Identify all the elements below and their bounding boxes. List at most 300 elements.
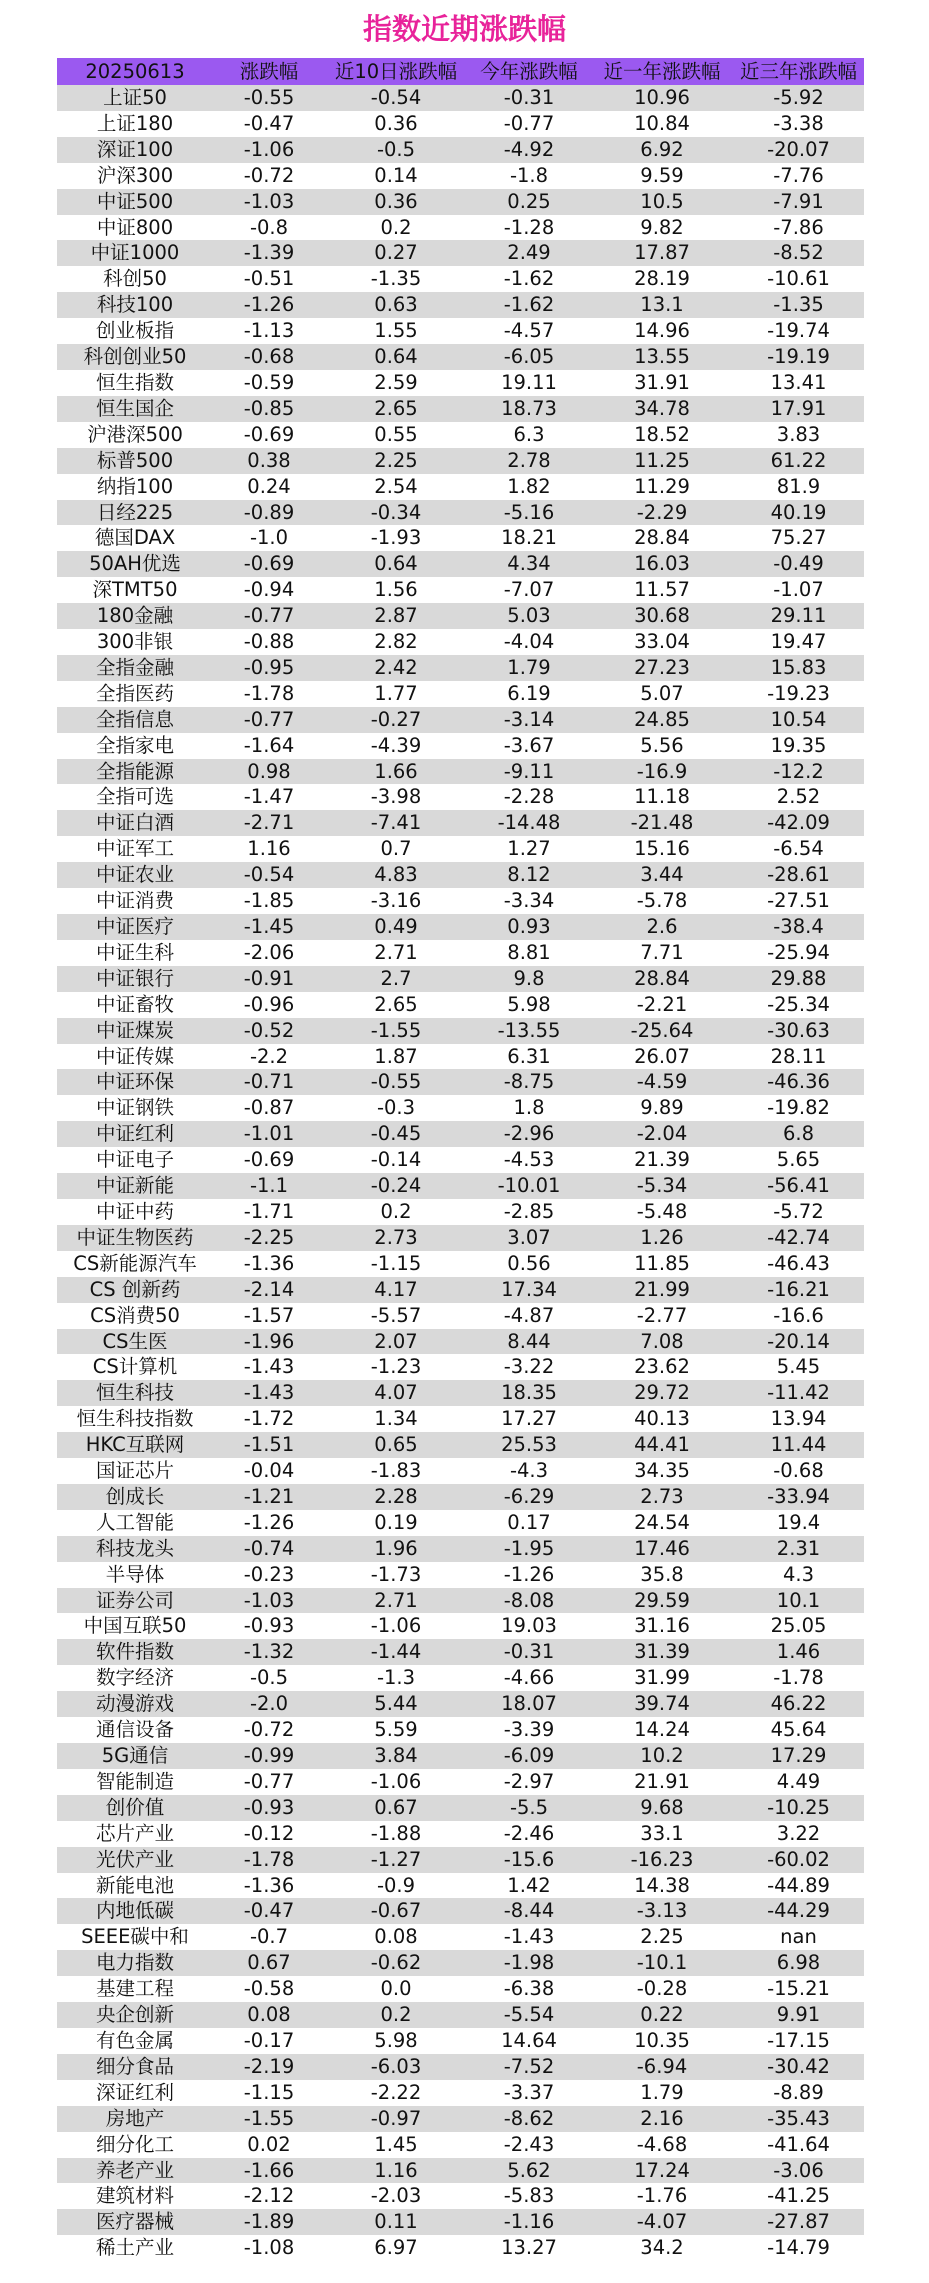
index-name-cell: 全指信息 bbox=[57, 707, 213, 733]
table-row bbox=[57, 759, 864, 785]
1year-change-cell: 2.16 bbox=[591, 2106, 733, 2132]
index-name-cell: 中证消费 bbox=[57, 888, 213, 914]
10day-change-cell: -0.14 bbox=[325, 1147, 467, 1173]
table-row bbox=[57, 992, 864, 1018]
table-row bbox=[57, 1924, 864, 1950]
daily-change-cell: -0.23 bbox=[213, 1562, 325, 1588]
daily-change-cell: -1.72 bbox=[213, 1406, 325, 1432]
table-row bbox=[57, 1458, 864, 1484]
daily-change-cell: -1.43 bbox=[213, 1380, 325, 1406]
daily-change-cell: 0.02 bbox=[213, 2132, 325, 2158]
table-row bbox=[57, 2106, 864, 2132]
daily-change-cell: -1.47 bbox=[213, 784, 325, 810]
1year-change-cell: 28.19 bbox=[591, 266, 733, 292]
3year-change-cell: -10.61 bbox=[733, 266, 864, 292]
table-row bbox=[57, 1898, 864, 1924]
3year-change-cell: -46.36 bbox=[733, 1069, 864, 1095]
daily-change-cell: -2.0 bbox=[213, 1691, 325, 1717]
daily-change-cell: -1.89 bbox=[213, 2209, 325, 2235]
ytd-change-cell: 18.35 bbox=[467, 1380, 591, 1406]
10day-change-cell: -1.93 bbox=[325, 525, 467, 551]
table-row bbox=[57, 2183, 864, 2209]
ytd-change-cell: -4.57 bbox=[467, 318, 591, 344]
daily-change-cell: -0.89 bbox=[213, 500, 325, 526]
3year-change-cell: 19.35 bbox=[733, 733, 864, 759]
10day-change-cell: -1.23 bbox=[325, 1354, 467, 1380]
daily-change-cell: -0.99 bbox=[213, 1743, 325, 1769]
table-row bbox=[57, 1562, 864, 1588]
daily-change-cell: -0.04 bbox=[213, 1458, 325, 1484]
3year-change-cell: 11.44 bbox=[733, 1432, 864, 1458]
daily-change-cell: -0.93 bbox=[213, 1613, 325, 1639]
10day-change-cell: 0.08 bbox=[325, 1924, 467, 1950]
1year-change-cell: 35.8 bbox=[591, 1562, 733, 1588]
ytd-change-cell: 17.27 bbox=[467, 1406, 591, 1432]
table-row bbox=[57, 2080, 864, 2106]
index-name-cell: 有色金属 bbox=[57, 2028, 213, 2054]
1year-change-cell: 5.07 bbox=[591, 681, 733, 707]
ytd-change-cell: 1.79 bbox=[467, 655, 591, 681]
page-title: 指数近期涨跌幅 bbox=[362, 12, 566, 46]
1year-change-cell: 9.68 bbox=[591, 1795, 733, 1821]
1year-change-cell: 11.25 bbox=[591, 448, 733, 474]
table-row bbox=[57, 2235, 864, 2261]
table-row bbox=[57, 240, 864, 266]
ytd-change-cell: -4.66 bbox=[467, 1665, 591, 1691]
ytd-change-cell: 5.62 bbox=[467, 2158, 591, 2184]
daily-change-cell: -0.74 bbox=[213, 1536, 325, 1562]
1year-change-cell: -5.48 bbox=[591, 1199, 733, 1225]
ytd-change-cell: -15.6 bbox=[467, 1847, 591, 1873]
10day-change-cell: 2.42 bbox=[325, 655, 467, 681]
10day-change-cell: -0.5 bbox=[325, 137, 467, 163]
index-name-cell: 恒生科技 bbox=[57, 1380, 213, 1406]
3year-change-cell: -16.6 bbox=[733, 1303, 864, 1329]
ytd-change-cell: -1.62 bbox=[467, 266, 591, 292]
1year-change-cell: 9.89 bbox=[591, 1095, 733, 1121]
table-row bbox=[57, 215, 864, 241]
3year-change-cell: 25.05 bbox=[733, 1613, 864, 1639]
daily-change-cell: -2.25 bbox=[213, 1225, 325, 1251]
daily-change-cell: -2.06 bbox=[213, 940, 325, 966]
ytd-change-cell: -2.28 bbox=[467, 784, 591, 810]
10day-change-cell: 2.73 bbox=[325, 1225, 467, 1251]
index-name-cell: 50AH优选 bbox=[57, 551, 213, 577]
daily-change-cell: -1.85 bbox=[213, 888, 325, 914]
10day-change-cell: 5.44 bbox=[325, 1691, 467, 1717]
daily-change-cell: -1.39 bbox=[213, 240, 325, 266]
1year-change-cell: 6.92 bbox=[591, 137, 733, 163]
index-name-cell: CS新能源汽车 bbox=[57, 1251, 213, 1277]
3year-change-cell: 40.19 bbox=[733, 500, 864, 526]
10day-change-cell: 2.65 bbox=[325, 992, 467, 1018]
table-row bbox=[57, 862, 864, 888]
3year-change-cell: -19.82 bbox=[733, 1095, 864, 1121]
ytd-change-cell: 19.11 bbox=[467, 370, 591, 396]
daily-change-cell: -0.94 bbox=[213, 577, 325, 603]
3year-change-cell: -27.51 bbox=[733, 888, 864, 914]
ytd-change-cell: -9.11 bbox=[467, 759, 591, 785]
ytd-change-cell: -8.62 bbox=[467, 2106, 591, 2132]
ytd-change-cell: -14.48 bbox=[467, 810, 591, 836]
ytd-change-cell: -3.22 bbox=[467, 1354, 591, 1380]
ytd-change-cell: -1.95 bbox=[467, 1536, 591, 1562]
table-row bbox=[57, 1173, 864, 1199]
ytd-change-cell: 1.82 bbox=[467, 474, 591, 500]
10day-change-cell: 1.45 bbox=[325, 2132, 467, 2158]
ytd-change-cell: -2.97 bbox=[467, 1769, 591, 1795]
table-row bbox=[57, 1950, 864, 1976]
daily-change-cell: -0.17 bbox=[213, 2028, 325, 2054]
ytd-change-cell: 5.03 bbox=[467, 603, 591, 629]
10day-change-cell: 2.07 bbox=[325, 1329, 467, 1355]
ytd-change-cell: 0.56 bbox=[467, 1251, 591, 1277]
ytd-change-cell: -1.98 bbox=[467, 1950, 591, 1976]
1year-change-cell: 14.96 bbox=[591, 318, 733, 344]
index-name-cell: 中证传媒 bbox=[57, 1044, 213, 1070]
table-row bbox=[57, 1069, 864, 1095]
index-name-cell: 深TMT50 bbox=[57, 577, 213, 603]
table-row bbox=[57, 914, 864, 940]
daily-change-cell: -2.2 bbox=[213, 1044, 325, 1070]
table-row bbox=[57, 1536, 864, 1562]
ytd-change-cell: -8.44 bbox=[467, 1898, 591, 1924]
ytd-change-cell: 8.12 bbox=[467, 862, 591, 888]
daily-change-cell: -0.47 bbox=[213, 111, 325, 137]
3year-change-cell: 45.64 bbox=[733, 1717, 864, 1743]
ytd-change-cell: 6.19 bbox=[467, 681, 591, 707]
table-row bbox=[57, 2002, 864, 2028]
daily-change-cell: -0.12 bbox=[213, 1821, 325, 1847]
10day-change-cell: 3.84 bbox=[325, 1743, 467, 1769]
ytd-change-cell: -6.09 bbox=[467, 1743, 591, 1769]
table-row bbox=[57, 1199, 864, 1225]
1year-change-cell: 7.08 bbox=[591, 1329, 733, 1355]
3year-change-cell: 29.88 bbox=[733, 966, 864, 992]
table-row bbox=[57, 344, 864, 370]
index-name-cell: CS计算机 bbox=[57, 1354, 213, 1380]
10day-change-cell: 0.49 bbox=[325, 914, 467, 940]
table-row bbox=[57, 189, 864, 215]
3year-change-cell: 6.8 bbox=[733, 1121, 864, 1147]
index-name-cell: 中证1000 bbox=[57, 240, 213, 266]
table-row bbox=[57, 1821, 864, 1847]
table-row bbox=[57, 707, 864, 733]
table-row bbox=[57, 1380, 864, 1406]
1year-change-cell: 28.84 bbox=[591, 966, 733, 992]
daily-change-cell: -2.14 bbox=[213, 1277, 325, 1303]
index-name-cell: 动漫游戏 bbox=[57, 1691, 213, 1717]
daily-change-cell: -0.77 bbox=[213, 603, 325, 629]
10day-change-cell: -3.98 bbox=[325, 784, 467, 810]
3year-change-cell: -7.86 bbox=[733, 215, 864, 241]
3year-change-cell: -20.07 bbox=[733, 137, 864, 163]
1year-change-cell: -4.68 bbox=[591, 2132, 733, 2158]
table-row bbox=[57, 2054, 864, 2080]
daily-change-cell: -0.7 bbox=[213, 1924, 325, 1950]
header-3year-change: 近三年涨跌幅 bbox=[733, 58, 864, 85]
3year-change-cell: -8.52 bbox=[733, 240, 864, 266]
1year-change-cell: -5.78 bbox=[591, 888, 733, 914]
3year-change-cell: 1.46 bbox=[733, 1639, 864, 1665]
3year-change-cell: 4.49 bbox=[733, 1769, 864, 1795]
1year-change-cell: 44.41 bbox=[591, 1432, 733, 1458]
table-row bbox=[57, 1639, 864, 1665]
index-name-cell: 恒生科技指数 bbox=[57, 1406, 213, 1432]
daily-change-cell: -1.96 bbox=[213, 1329, 325, 1355]
10day-change-cell: -0.45 bbox=[325, 1121, 467, 1147]
daily-change-cell: -1.51 bbox=[213, 1432, 325, 1458]
index-name-cell: 科技100 bbox=[57, 292, 213, 318]
1year-change-cell: 7.71 bbox=[591, 940, 733, 966]
1year-change-cell: 10.96 bbox=[591, 85, 733, 111]
ytd-change-cell: -1.16 bbox=[467, 2209, 591, 2235]
table-row bbox=[57, 1147, 864, 1173]
ytd-change-cell: -10.01 bbox=[467, 1173, 591, 1199]
table-row bbox=[57, 1432, 864, 1458]
table-row bbox=[57, 1976, 864, 2002]
table-row bbox=[57, 137, 864, 163]
10day-change-cell: -0.54 bbox=[325, 85, 467, 111]
daily-change-cell: 0.98 bbox=[213, 759, 325, 785]
10day-change-cell: -0.9 bbox=[325, 1873, 467, 1899]
3year-change-cell: -16.21 bbox=[733, 1277, 864, 1303]
10day-change-cell: 1.34 bbox=[325, 1406, 467, 1432]
table-row bbox=[57, 1121, 864, 1147]
index-name-cell: 国证芯片 bbox=[57, 1458, 213, 1484]
3year-change-cell: 10.54 bbox=[733, 707, 864, 733]
1year-change-cell: -4.59 bbox=[591, 1069, 733, 1095]
daily-change-cell: -1.43 bbox=[213, 1354, 325, 1380]
table-row bbox=[57, 2158, 864, 2184]
3year-change-cell: nan bbox=[733, 1924, 864, 1950]
table-row bbox=[57, 292, 864, 318]
index-performance-table bbox=[57, 58, 864, 2261]
3year-change-cell: 13.94 bbox=[733, 1406, 864, 1432]
3year-change-cell: -35.43 bbox=[733, 2106, 864, 2132]
daily-change-cell: -1.32 bbox=[213, 1639, 325, 1665]
index-name-cell: 芯片产业 bbox=[57, 1821, 213, 1847]
ytd-change-cell: 0.93 bbox=[467, 914, 591, 940]
daily-change-cell: -0.51 bbox=[213, 266, 325, 292]
10day-change-cell: -0.97 bbox=[325, 2106, 467, 2132]
1year-change-cell: 2.25 bbox=[591, 1924, 733, 1950]
3year-change-cell: 4.3 bbox=[733, 1562, 864, 1588]
index-name-cell: 央企创新 bbox=[57, 2002, 213, 2028]
10day-change-cell: -2.03 bbox=[325, 2183, 467, 2209]
index-name-cell: 上证50 bbox=[57, 85, 213, 111]
3year-change-cell: -7.76 bbox=[733, 163, 864, 189]
1year-change-cell: 9.59 bbox=[591, 163, 733, 189]
3year-change-cell: -44.29 bbox=[733, 1898, 864, 1924]
3year-change-cell: -15.21 bbox=[733, 1976, 864, 2002]
3year-change-cell: 3.22 bbox=[733, 1821, 864, 1847]
10day-change-cell: 0.67 bbox=[325, 1795, 467, 1821]
1year-change-cell: -10.1 bbox=[591, 1950, 733, 1976]
daily-change-cell: -0.69 bbox=[213, 551, 325, 577]
10day-change-cell: 0.2 bbox=[325, 1199, 467, 1225]
1year-change-cell: 11.18 bbox=[591, 784, 733, 810]
1year-change-cell: -16.9 bbox=[591, 759, 733, 785]
ytd-change-cell: -4.3 bbox=[467, 1458, 591, 1484]
3year-change-cell: -28.61 bbox=[733, 862, 864, 888]
table-row bbox=[57, 836, 864, 862]
3year-change-cell: -19.74 bbox=[733, 318, 864, 344]
table-row bbox=[57, 525, 864, 551]
index-name-cell: 新能电池 bbox=[57, 1873, 213, 1899]
index-name-cell: 中证中药 bbox=[57, 1199, 213, 1225]
3year-change-cell: 75.27 bbox=[733, 525, 864, 551]
1year-change-cell: 28.84 bbox=[591, 525, 733, 551]
table-row bbox=[57, 2209, 864, 2235]
daily-change-cell: -0.96 bbox=[213, 992, 325, 1018]
10day-change-cell: 0.64 bbox=[325, 344, 467, 370]
3year-change-cell: 13.41 bbox=[733, 370, 864, 396]
3year-change-cell: 5.65 bbox=[733, 1147, 864, 1173]
index-name-cell: 中证军工 bbox=[57, 836, 213, 862]
daily-change-cell: -0.77 bbox=[213, 1769, 325, 1795]
3year-change-cell: -42.09 bbox=[733, 810, 864, 836]
3year-change-cell: -0.49 bbox=[733, 551, 864, 577]
10day-change-cell: 0.14 bbox=[325, 163, 467, 189]
daily-change-cell: -1.55 bbox=[213, 2106, 325, 2132]
ytd-change-cell: -2.96 bbox=[467, 1121, 591, 1147]
index-name-cell: 基建工程 bbox=[57, 1976, 213, 2002]
3year-change-cell: -41.64 bbox=[733, 2132, 864, 2158]
1year-change-cell: 30.68 bbox=[591, 603, 733, 629]
table-row bbox=[57, 1847, 864, 1873]
10day-change-cell: 1.77 bbox=[325, 681, 467, 707]
3year-change-cell: -30.42 bbox=[733, 2054, 864, 2080]
1year-change-cell: -2.29 bbox=[591, 500, 733, 526]
table-row bbox=[57, 163, 864, 189]
index-name-cell: 软件指数 bbox=[57, 1639, 213, 1665]
header-daily-change: 涨跌幅 bbox=[213, 58, 325, 85]
daily-change-cell: -0.72 bbox=[213, 163, 325, 189]
3year-change-cell: -56.41 bbox=[733, 1173, 864, 1199]
ytd-change-cell: -1.43 bbox=[467, 1924, 591, 1950]
3year-change-cell: -1.07 bbox=[733, 577, 864, 603]
index-name-cell: 电力指数 bbox=[57, 1950, 213, 1976]
daily-change-cell: -1.36 bbox=[213, 1873, 325, 1899]
1year-change-cell: 10.2 bbox=[591, 1743, 733, 1769]
daily-change-cell: -0.71 bbox=[213, 1069, 325, 1095]
1year-change-cell: -0.28 bbox=[591, 1976, 733, 2002]
3year-change-cell: 19.4 bbox=[733, 1510, 864, 1536]
table-row bbox=[57, 370, 864, 396]
daily-change-cell: -2.19 bbox=[213, 2054, 325, 2080]
daily-change-cell: -0.68 bbox=[213, 344, 325, 370]
table-row bbox=[57, 940, 864, 966]
daily-change-cell: -1.03 bbox=[213, 189, 325, 215]
table-row bbox=[57, 966, 864, 992]
10day-change-cell: 2.65 bbox=[325, 396, 467, 422]
index-name-cell: 中证500 bbox=[57, 189, 213, 215]
daily-change-cell: -0.77 bbox=[213, 707, 325, 733]
ytd-change-cell: 2.78 bbox=[467, 448, 591, 474]
10day-change-cell: 1.87 bbox=[325, 1044, 467, 1070]
10day-change-cell: -0.62 bbox=[325, 1950, 467, 1976]
index-name-cell: 科技龙头 bbox=[57, 1536, 213, 1562]
daily-change-cell: -1.21 bbox=[213, 1484, 325, 1510]
ytd-change-cell: -6.29 bbox=[467, 1484, 591, 1510]
table-row bbox=[57, 318, 864, 344]
10day-change-cell: -1.88 bbox=[325, 1821, 467, 1847]
table-row bbox=[57, 1225, 864, 1251]
daily-change-cell: 1.16 bbox=[213, 836, 325, 862]
ytd-change-cell: 18.07 bbox=[467, 1691, 591, 1717]
index-name-cell: 深证红利 bbox=[57, 2080, 213, 2106]
header-date: 20250613 bbox=[57, 58, 213, 85]
10day-change-cell: 2.71 bbox=[325, 940, 467, 966]
index-name-cell: 创业板指 bbox=[57, 318, 213, 344]
table-row bbox=[57, 681, 864, 707]
10day-change-cell: -1.55 bbox=[325, 1018, 467, 1044]
1year-change-cell: 31.91 bbox=[591, 370, 733, 396]
index-name-cell: HKC互联网 bbox=[57, 1432, 213, 1458]
ytd-change-cell: -3.14 bbox=[467, 707, 591, 733]
3year-change-cell: 17.29 bbox=[733, 1743, 864, 1769]
ytd-change-cell: -1.8 bbox=[467, 163, 591, 189]
1year-change-cell: 15.16 bbox=[591, 836, 733, 862]
3year-change-cell: -12.2 bbox=[733, 759, 864, 785]
daily-change-cell: -1.45 bbox=[213, 914, 325, 940]
10day-change-cell: -4.39 bbox=[325, 733, 467, 759]
table-row bbox=[57, 474, 864, 500]
1year-change-cell: -5.34 bbox=[591, 1173, 733, 1199]
index-name-cell: CS生医 bbox=[57, 1329, 213, 1355]
daily-change-cell: -0.69 bbox=[213, 1147, 325, 1173]
1year-change-cell: -3.13 bbox=[591, 1898, 733, 1924]
10day-change-cell: 0.64 bbox=[325, 551, 467, 577]
index-name-cell: 中证800 bbox=[57, 215, 213, 241]
10day-change-cell: 0.36 bbox=[325, 189, 467, 215]
10day-change-cell: 4.83 bbox=[325, 862, 467, 888]
index-name-cell: 全指金融 bbox=[57, 655, 213, 681]
3year-change-cell: -3.38 bbox=[733, 111, 864, 137]
ytd-change-cell: 8.44 bbox=[467, 1329, 591, 1355]
10day-change-cell: 0.2 bbox=[325, 2002, 467, 2028]
daily-change-cell: -0.95 bbox=[213, 655, 325, 681]
10day-change-cell: 0.63 bbox=[325, 292, 467, 318]
10day-change-cell: 2.54 bbox=[325, 474, 467, 500]
index-name-cell: 细分食品 bbox=[57, 2054, 213, 2080]
ytd-change-cell: 18.73 bbox=[467, 396, 591, 422]
1year-change-cell: -21.48 bbox=[591, 810, 733, 836]
daily-change-cell: -1.78 bbox=[213, 681, 325, 707]
ytd-change-cell: -4.87 bbox=[467, 1303, 591, 1329]
ytd-change-cell: -5.54 bbox=[467, 2002, 591, 2028]
table-row bbox=[57, 629, 864, 655]
table-row bbox=[57, 1329, 864, 1355]
10day-change-cell: 1.55 bbox=[325, 318, 467, 344]
1year-change-cell: 14.24 bbox=[591, 1717, 733, 1743]
index-name-cell: 全指能源 bbox=[57, 759, 213, 785]
3year-change-cell: -5.72 bbox=[733, 1199, 864, 1225]
1year-change-cell: 31.39 bbox=[591, 1639, 733, 1665]
table-row bbox=[57, 577, 864, 603]
daily-change-cell: -1.0 bbox=[213, 525, 325, 551]
10day-change-cell: 4.07 bbox=[325, 1380, 467, 1406]
daily-change-cell: 0.38 bbox=[213, 448, 325, 474]
1year-change-cell: 9.82 bbox=[591, 215, 733, 241]
table-row bbox=[57, 2132, 864, 2158]
index-name-cell: 内地低碳 bbox=[57, 1898, 213, 1924]
daily-change-cell: -0.72 bbox=[213, 1717, 325, 1743]
index-name-cell: 恒生国企 bbox=[57, 396, 213, 422]
daily-change-cell: -0.54 bbox=[213, 862, 325, 888]
10day-change-cell: -2.22 bbox=[325, 2080, 467, 2106]
